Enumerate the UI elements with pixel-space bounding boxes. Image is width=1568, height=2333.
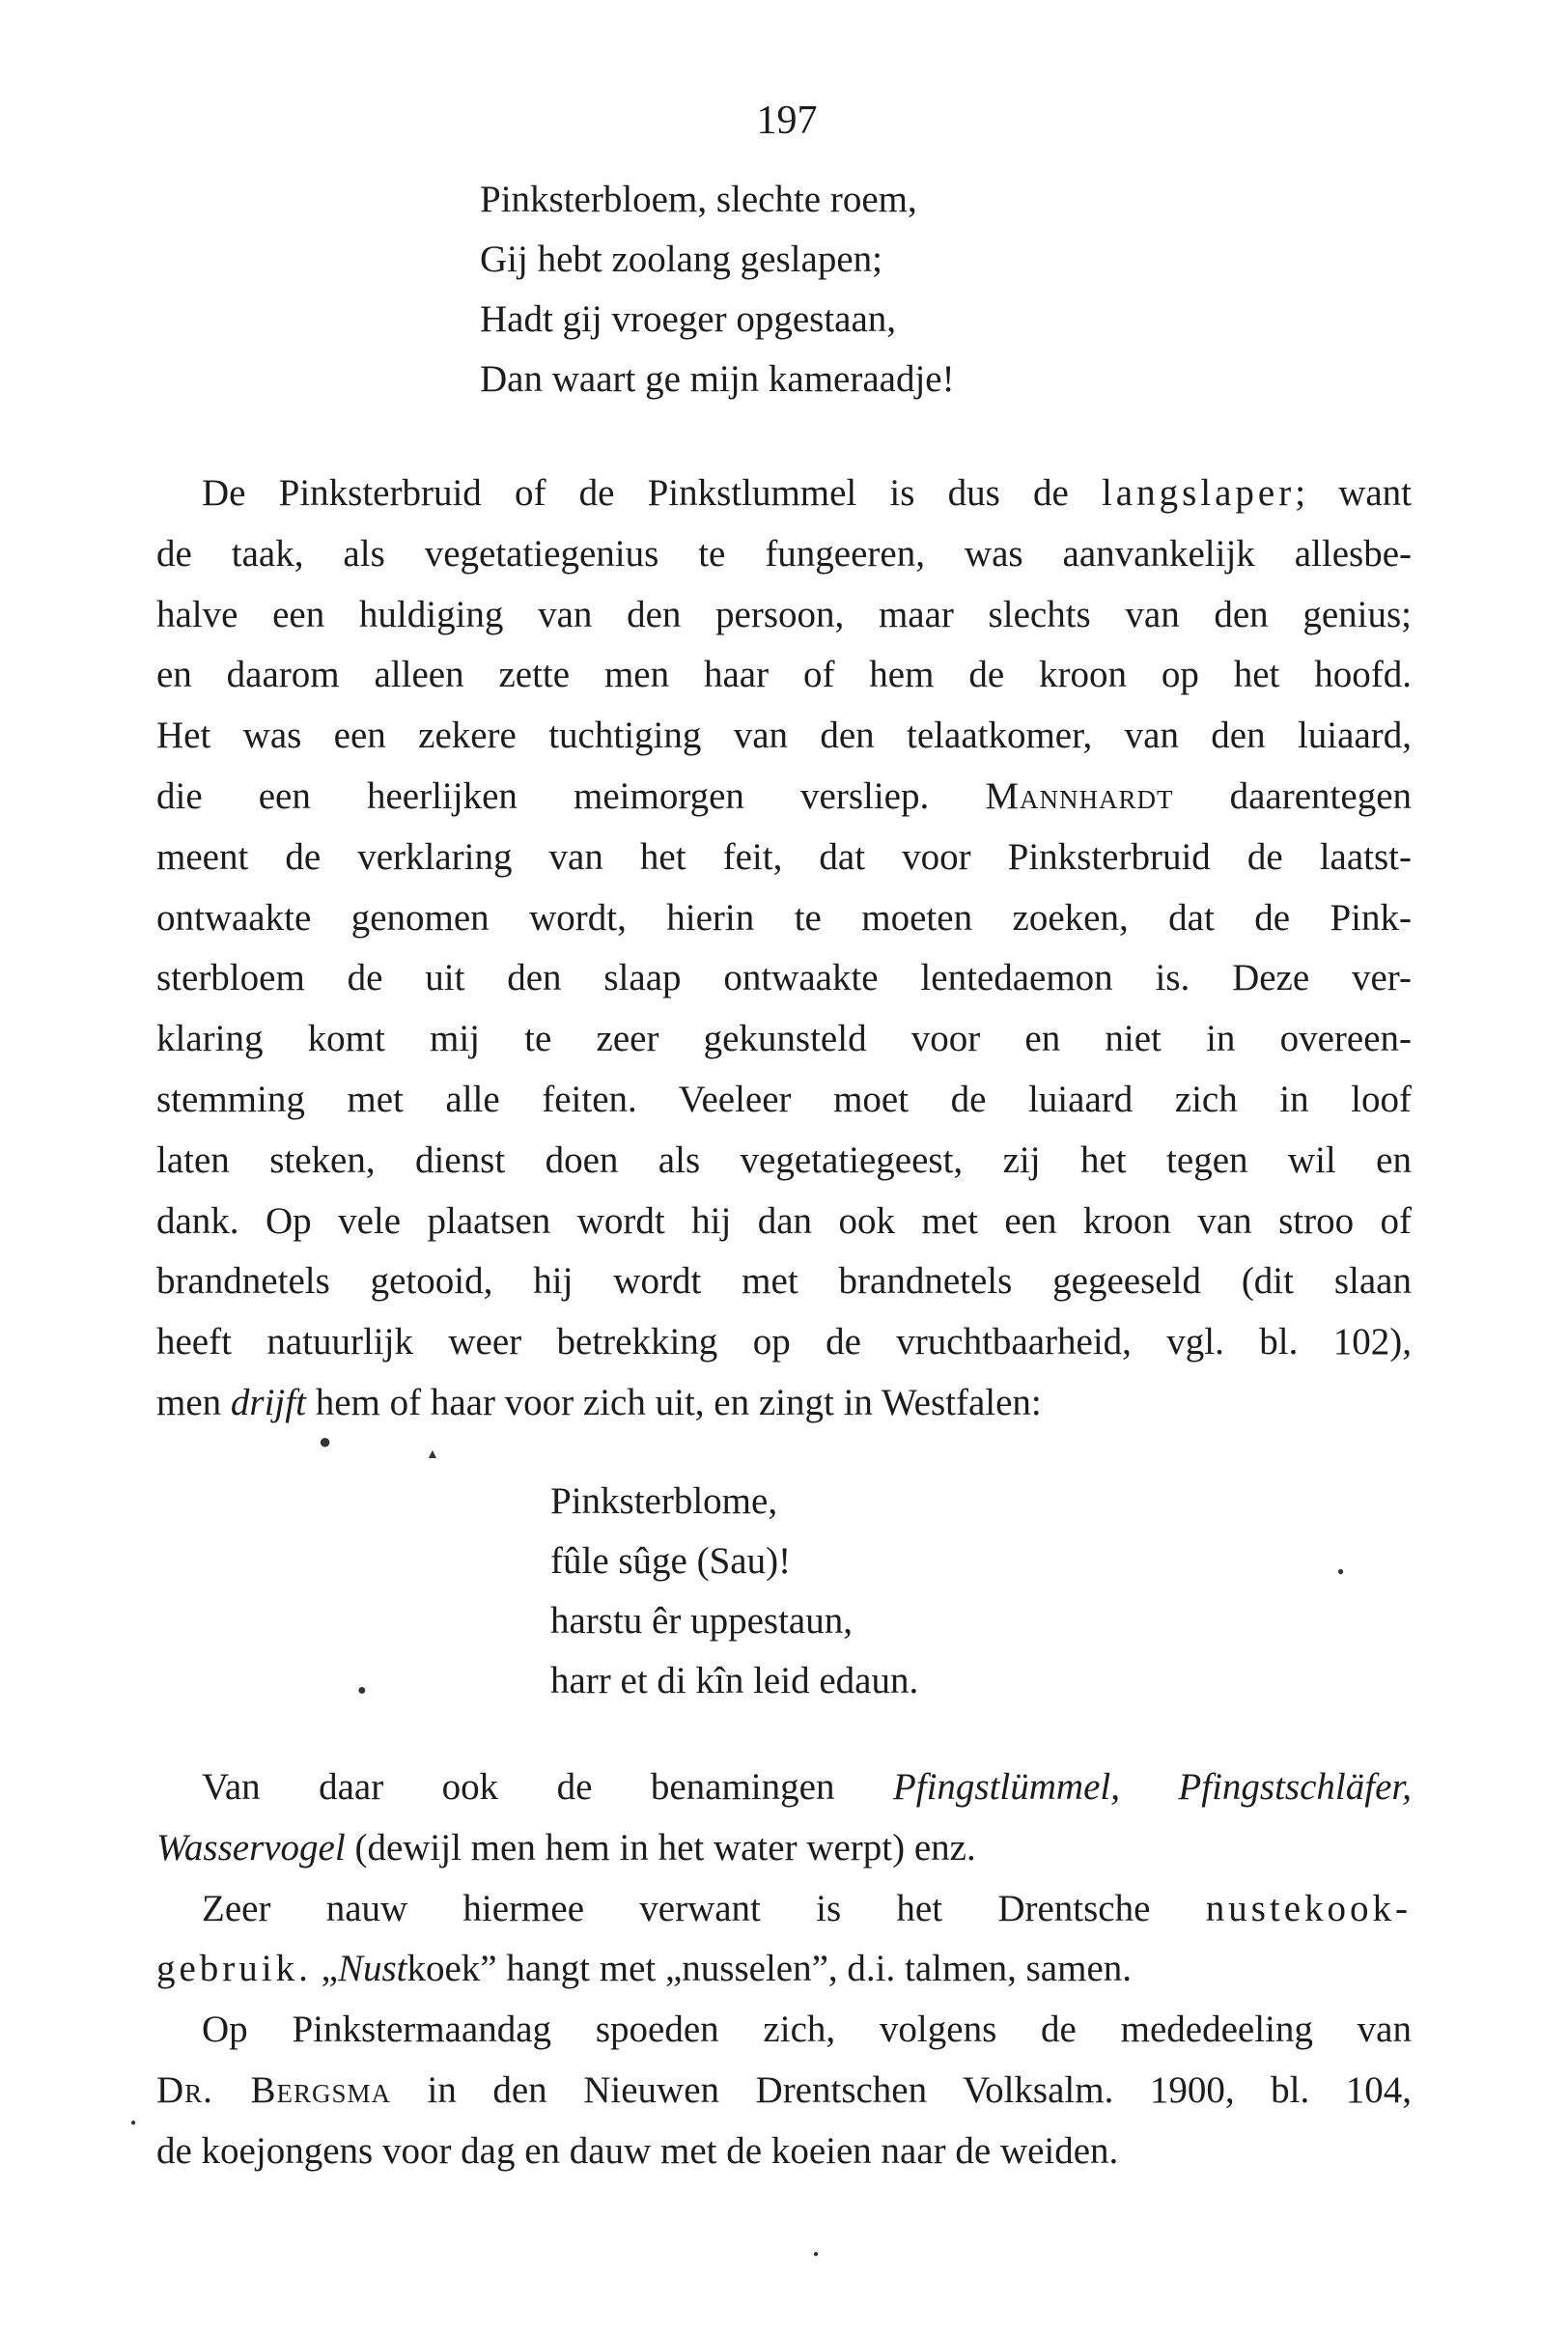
text-line: meent de verklaring van het feit, dat voor Pinksterbruid de laatst- [156, 835, 1412, 878]
text-run: die een heerlijken meimorgen versliep. [156, 774, 930, 817]
ink-speck: ● [813, 2249, 820, 2260]
ink-speck: ● [130, 2118, 137, 2128]
text-run: ; want [1295, 472, 1413, 514]
spaced-term: langslaper [1101, 472, 1296, 514]
text-line: heeft natuurlijk weer betrekking op de vruchtbaarheid, vgl. bl. 102), [156, 1321, 1412, 1363]
text-line [156, 767, 1412, 828]
spaced-term: gebruik. [156, 1948, 312, 1990]
spaced-term: nustekook- [1205, 1887, 1412, 1929]
text-run: in den Nieuwen Drentschen Volksalm. 1900, bl. 104, [427, 2068, 1412, 2111]
ink-speck: ▲ [426, 1448, 439, 1462]
text-run: Zeer nauw hiermee verwant is het Drentsche [202, 1887, 1151, 1929]
text-line: halve een huldiging van den persoon, maar slechts van den genius; [156, 593, 1412, 635]
ink-speck: ● [357, 1682, 367, 1699]
quote-mark: „ [321, 1948, 338, 1990]
text-line [156, 1373, 1412, 1434]
text-line [156, 464, 1412, 524]
text-run: daarentegen [1229, 774, 1412, 817]
ink-speck: ● [319, 1429, 332, 1453]
text-run: hem of haar voor zich uit, en zingt in Westfalen: [315, 1381, 1042, 1423]
text-run: Van daar ook de benamingen [202, 1766, 835, 1808]
text-line [156, 1879, 1412, 1940]
ink-speck: ● [1337, 1564, 1345, 1578]
text-line: ontwaakte genomen wordt, hierin te moeten zoeken, dat de Pink- [156, 896, 1412, 939]
poem-line: Pinksterblome, [550, 1480, 778, 1522]
text-line: de taak, als vegetatiegenius te fungeeren, was aanvankelijk allesbe- [156, 532, 1412, 575]
text-line: laten steken, dienst doen als vegetatiegeest, zij het tegen wil en [156, 1138, 1412, 1181]
author-name: Mannhardt [985, 774, 1174, 817]
text-line [156, 1939, 1412, 2000]
text-line: Het was een zekere tuchtiging van den telaatkomer, van den luiaard, [156, 715, 1412, 757]
poem-line: Pinksterbloem, slechte roem, [480, 179, 917, 220]
text-line: stemming met alle feiten. Veeleer moet de luiaard zich in loof [156, 1078, 1412, 1120]
text-run: koek” hangt met „nusselen”, d.i. talmen, samen. [406, 1948, 1133, 1990]
italic-term: Pfingstlümmel, Pfingstschläfer, [892, 1766, 1412, 1808]
poem-stanza-westfalen [550, 1472, 918, 1711]
poem-line: fûle sûge (Sau)! [550, 1540, 792, 1582]
poem-stanza-pinksterbloem [480, 170, 955, 409]
author-name: Dr. Bergsma [156, 2068, 391, 2111]
poem-line: harstu êr uppestaun, [550, 1600, 853, 1642]
italic-term: Wasservogel [156, 1826, 346, 1869]
text-run: (dewijl men hem in het water werpt) enz. [354, 1826, 976, 1869]
text-line: en daarom alleen zette men haar of hem de kroon op het hoofd. [156, 654, 1412, 696]
text-line: Op Pinkstermaandag spoeden zich, volgens de mededeeling van [202, 2009, 1412, 2051]
text-run: De Pinksterbruid of de Pinkstlummel is dus de [202, 472, 1069, 514]
page-number: 197 [756, 98, 818, 143]
paragraph-pinksterbruid [156, 464, 1412, 1434]
text-run [322, 1948, 1132, 1989]
paragraph-benamingen [156, 1757, 1412, 2182]
text-line: dank. Op vele plaatsen wordt hij dan ook met een kroon van stroo of [156, 1199, 1412, 1242]
text-line: sterbloem de uit den slaap ontwaakte lentedaemon is. Deze ver- [156, 957, 1412, 999]
poem-line: Gij hebt zoolang geslapen; [480, 239, 882, 280]
poem-line: Dan waart ge mijn kameraadje! [480, 358, 955, 400]
italic-term: Nust [337, 1948, 407, 1990]
poem-line: harr et di kîn leid edaun. [550, 1660, 919, 1701]
text-run: men [156, 1381, 222, 1423]
italic-term: drijft [230, 1381, 306, 1423]
text-line: de koejongens voor dag en dauw met de koeien naar de weiden. [156, 2129, 1119, 2172]
text-line: brandnetels getooid, hij wordt met brandnetels gegeeseld (dit slaan [156, 1260, 1412, 1303]
poem-line: Hadt gij vroeger opgestaan, [480, 298, 897, 340]
text-line [156, 2061, 1412, 2122]
text-line: klaring komt mij te zeer gekunsteld voor en niet in overeen- [156, 1018, 1412, 1060]
text-line [156, 1757, 1412, 1818]
text-line [156, 1818, 1412, 1879]
